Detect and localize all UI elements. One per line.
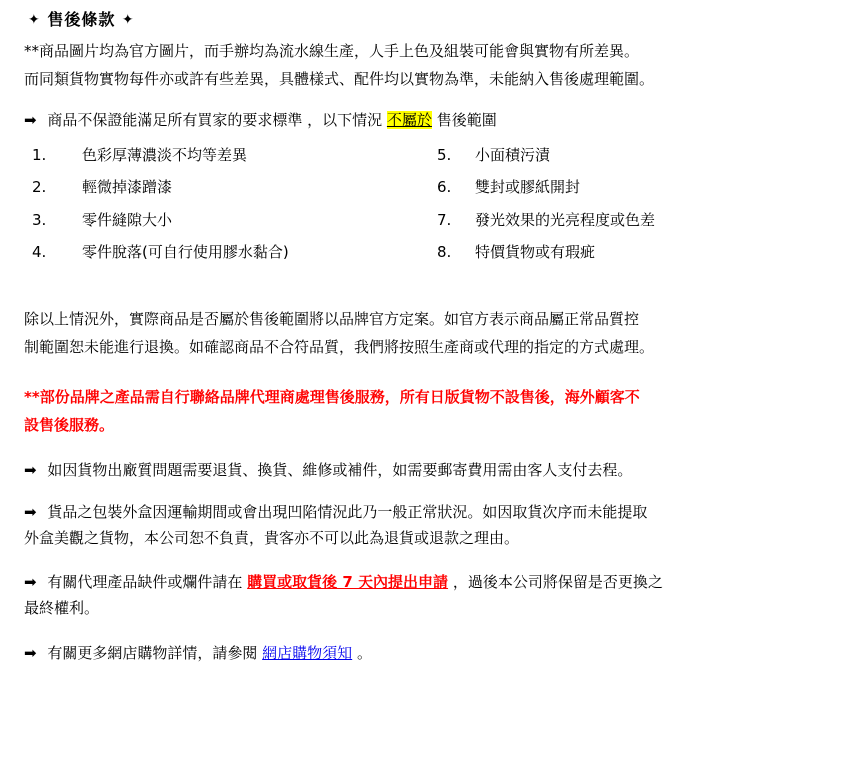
list-item-number: 5. — [437, 146, 452, 165]
page-title — [28, 8, 846, 33]
arrow-icon: ➡ — [24, 461, 37, 480]
list-item — [24, 241, 435, 264]
bullet-more-prefix: 有關更多網店購物詳情，請參閱 — [47, 644, 258, 663]
bullet-agent-emphasis: 購買或取貨後 7 天內提出申請 — [247, 572, 449, 591]
middle-paragraph-text-2: 制範圍恕未能進行退換。如確認商品不合符品質，我們將按照生產商或代理的指定的方式處理。 — [24, 337, 655, 356]
bullet-shipping-text: 如因貨物出廠質問題需要退貨、換貨、維修或補件，如需要郵寄費用需由客人支付去程。 — [47, 461, 633, 480]
notice-prefix: 商品不保證能滿足所有買家的要求標準 ，以下情況 — [47, 111, 383, 130]
middle-paragraph-line-2 — [24, 335, 846, 361]
middle-paragraph-text-1: 除以上情況外，實際商品是否屬於售後範圍將以品牌官方定案。如官方表示商品屬正常品質控 — [24, 310, 640, 329]
diamond-icon-right: ✦ — [121, 12, 135, 28]
spacer-3 — [24, 363, 846, 385]
list-item-number: 2. — [32, 178, 47, 197]
list-item — [24, 144, 435, 167]
exclusion-list-left — [24, 144, 435, 273]
list-item-label: 零件脫落(可自行使用膠水黏合) — [82, 242, 289, 261]
spacer-6 — [24, 554, 846, 570]
notice-line — [24, 108, 846, 134]
bullet-packaging-text-2: 外盒美觀之貨物，本公司恕不負責，貴客亦不可以此為退貨或退款之理由。 — [24, 528, 520, 547]
bullet-more-info — [24, 641, 846, 667]
spacer-2 — [24, 273, 846, 307]
list-item — [435, 241, 846, 264]
bullet-packaging-text-1: 貨品之包裝外盒因運輸期間或會出現凹陷情況此乃一般正常狀況。如因取貨次序而未能提取 — [47, 503, 648, 522]
list-item-label: 色彩厚薄濃淡不均等差異 — [82, 146, 248, 165]
arrow-icon: ➡ — [24, 111, 37, 130]
list-item-label: 零件縫隙大小 — [82, 210, 173, 229]
exclusion-list-right — [435, 144, 846, 273]
list-item — [435, 144, 846, 167]
notice-highlight: 不屬於 — [386, 111, 432, 130]
bullet-agent-second-line: 最終權利。 — [24, 598, 100, 617]
arrow-icon: ➡ — [24, 644, 37, 663]
bullet-agent-prefix: 有關代理產品缺件或爛件請在 — [47, 572, 243, 591]
shop-guide-link[interactable]: 網店購物須知 — [262, 644, 353, 663]
red-notice-text-1: **部份品牌之產品需自行聯絡品牌代理商處理售後服務，所有日版貨物不設售後，海外顧客不 — [24, 387, 640, 406]
bullet-agent-line-2 — [24, 596, 846, 622]
list-item — [24, 176, 435, 199]
exclusion-list — [24, 144, 846, 273]
list-item-label: 雙封或膠紙開封 — [475, 178, 581, 197]
spacer-4 — [24, 440, 846, 458]
arrow-icon: ➡ — [24, 572, 37, 591]
red-notice-text-2: 設售後服務。 — [24, 415, 115, 434]
list-item-label: 小面積污漬 — [475, 146, 551, 165]
list-item-number: 3. — [32, 210, 47, 229]
bullet-agent — [24, 570, 846, 596]
diamond-icon-left: ✦ — [28, 12, 41, 28]
list-item-label: 特價貨物或有瑕疵 — [475, 242, 596, 261]
middle-paragraph-line-1 — [24, 307, 846, 333]
list-item-number: 4. — [32, 242, 47, 261]
spacer-1 — [24, 94, 846, 108]
list-item — [435, 209, 846, 232]
bullet-packaging-line-2 — [24, 526, 846, 552]
bullet-more-suffix: 。 — [356, 644, 372, 663]
red-notice-line-1 — [24, 385, 846, 411]
bullet-shipping — [24, 458, 846, 484]
list-item-label: 發光效果的光亮程度或色差 — [475, 210, 656, 229]
title-text: 售後條款 — [47, 10, 116, 29]
list-item-number: 7. — [437, 210, 452, 229]
arrow-icon: ➡ — [24, 503, 37, 522]
list-item-number: 8. — [437, 242, 452, 261]
spacer-5 — [24, 484, 846, 500]
intro-line-1-text: **商品圖片均為官方圖片，而手辦均為流水線生產，人手上色及組裝可能會與實物有所差異。 — [24, 41, 640, 60]
bullet-packaging — [24, 500, 846, 526]
list-item — [435, 176, 846, 199]
intro-line-2-text: 而同類貨物實物每件亦或許有些差異，具體樣式、配件均以實物為準，未能納入售後處理範圍。 — [24, 69, 655, 88]
spacer-7 — [24, 623, 846, 641]
list-item-number: 1. — [32, 146, 47, 165]
bullet-agent-suffix: ，過後本公司將保留是否更換之 — [452, 572, 663, 591]
intro-line-1 — [24, 39, 846, 65]
notice-suffix: 售後範圍 — [436, 111, 497, 130]
list-item-label: 輕微掉漆蹭漆 — [82, 178, 173, 197]
list-item-number: 6. — [437, 178, 452, 197]
intro-line-2 — [24, 67, 846, 93]
red-notice-line-2 — [24, 413, 846, 439]
list-item — [24, 209, 435, 232]
